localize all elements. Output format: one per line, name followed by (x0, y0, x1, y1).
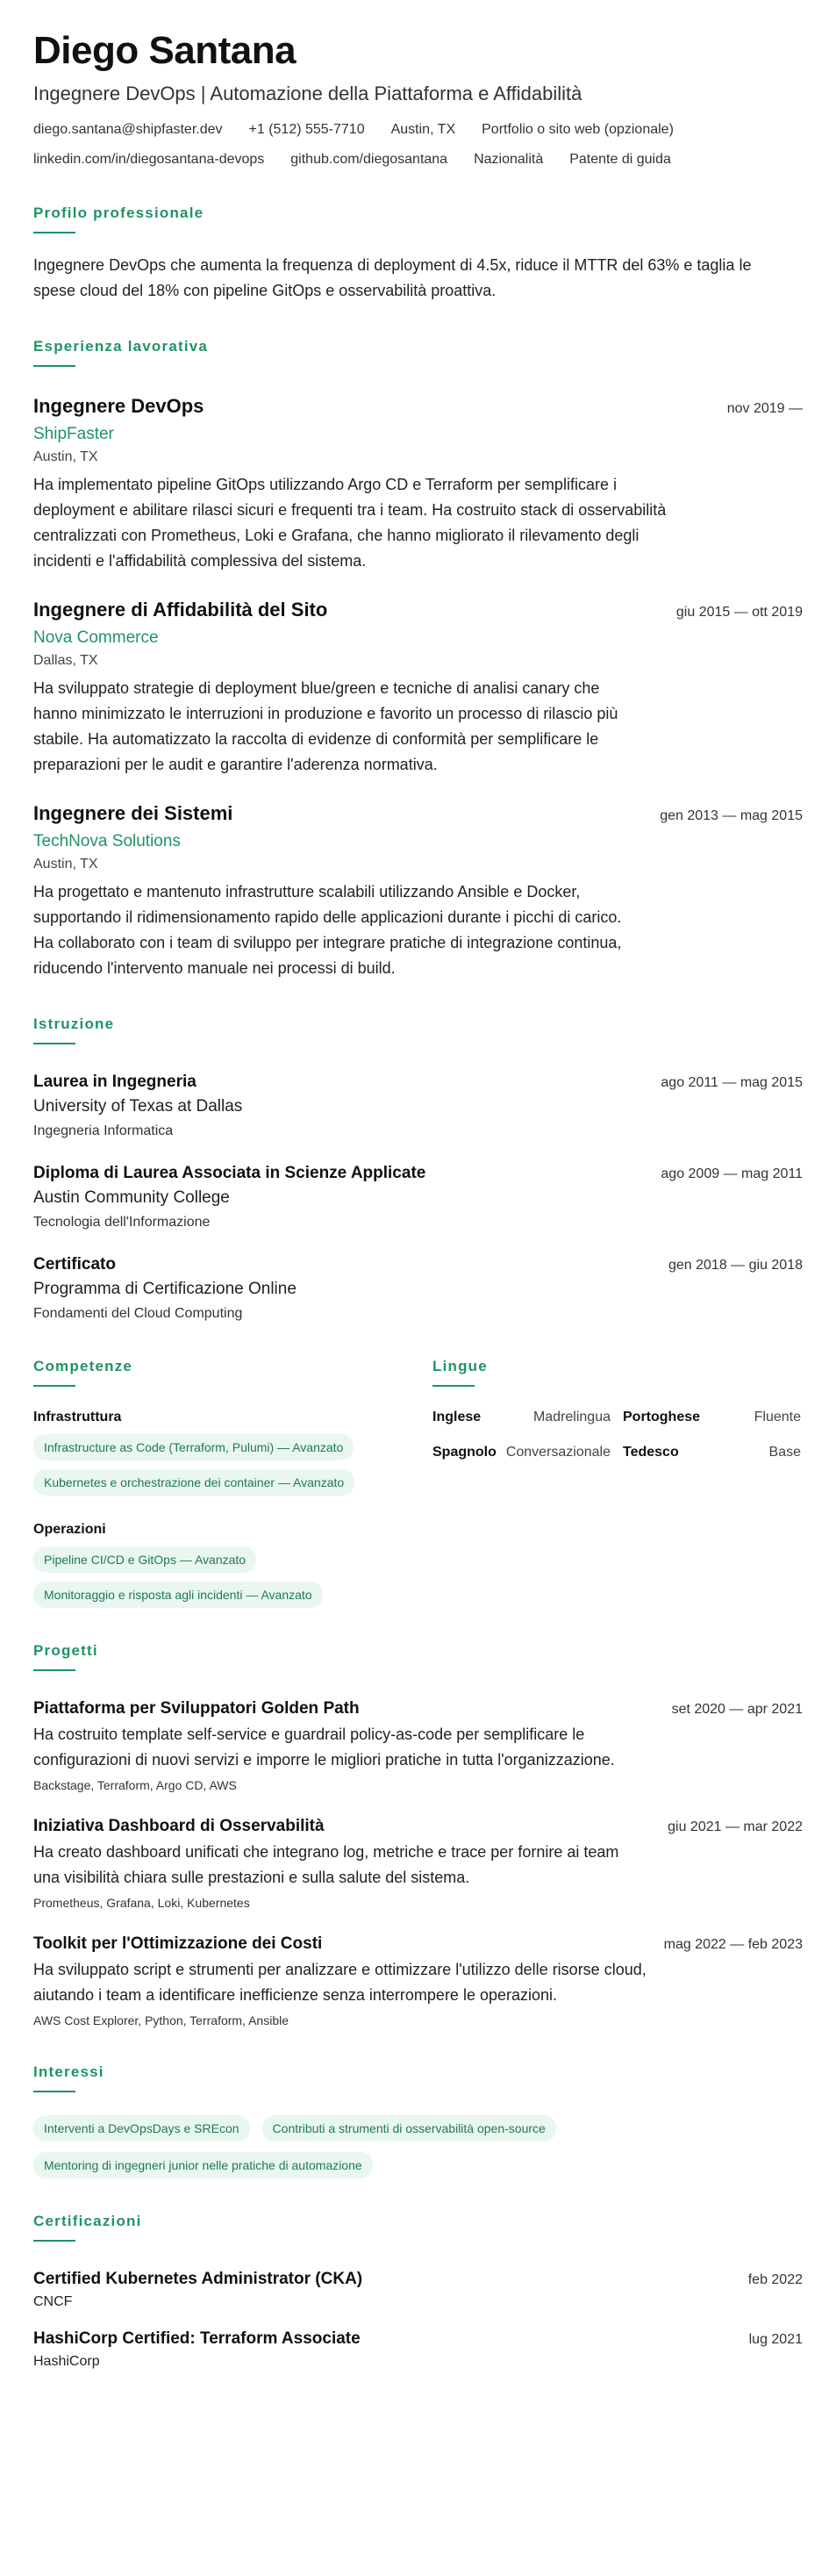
education-list (33, 1071, 803, 1324)
interest-chip: Mentoring di ingegneri junior nelle pratiche di automazione (33, 2152, 373, 2178)
skill-chip: Infrastructure as Code (Terraform, Pulumi) — Avanzato (33, 1434, 354, 1460)
cert-name: HashiCorp Certified: Terraform Associate (33, 2329, 361, 2348)
skills-section (33, 1357, 432, 1608)
section-divider (33, 365, 75, 367)
summary-text: Ingegnere DevOps che aumenta la frequenza di deployment di 4.5x, riduce il MTTR del 63% e taglia le spese cloud del 18% con pipeline GitOps e osservabilità proattiva. (33, 256, 752, 299)
section-title: Lingue (432, 1358, 488, 1374)
edu-degree: Certificato (33, 1255, 116, 1274)
edu-degree: Laurea in Ingegneria (33, 1073, 196, 1091)
language-level: Base (768, 1445, 801, 1460)
experience-item (33, 800, 803, 981)
edu-dates: ago 2009 — mag 2011 (661, 1166, 803, 1181)
experience-item (33, 393, 803, 574)
certifications-section (33, 2212, 803, 2371)
language-name: Portoghese (623, 1410, 701, 1424)
contact-location: Austin, TX (390, 122, 456, 137)
education-item (33, 1253, 803, 1324)
job-description: Ha progettato e mantenuto infrastrutture scalabili utilizzando Ansible e Docker, supportando il ridimensionamento rapido delle applicazioni durante i picchi di carico. Ha collaborato con i team di sviluppo per integrare pratiche di integrazione continua, riducendo l'intervento manuale nei processi di build. (33, 883, 622, 977)
edu-field: Fondamenti del Cloud Computing (33, 1306, 243, 1321)
experience-item (33, 597, 803, 778)
job-company: Nova Commerce (33, 628, 159, 647)
certification-list (33, 2268, 803, 2371)
language-level: Fluente (754, 1410, 801, 1424)
project-dates: giu 2021 — mar 2022 (668, 1819, 803, 1834)
language-item (432, 1443, 611, 1462)
project-title: Toolkit per l'Ottimizzazione dei Costi (33, 1934, 323, 1953)
interest-chip: Interventi a DevOpsDays e SREcon (33, 2115, 250, 2142)
contact-nationality: Nazionalità (474, 152, 544, 167)
language-name: Inglese (432, 1410, 482, 1424)
interest-chip-list (33, 2115, 665, 2178)
edu-field: Tecnologia dell'Informazione (33, 1215, 211, 1230)
language-name: Spagnolo (432, 1445, 497, 1460)
experience-section (33, 337, 803, 981)
section-title: Progetti (33, 1642, 98, 1659)
skill-chip: Monitoraggio e risposta agli incidenti — Avanzato (33, 1582, 323, 1608)
certification-item (33, 2328, 803, 2371)
edu-dates: gen 2018 — giu 2018 (668, 1258, 803, 1273)
certification-item (33, 2268, 803, 2312)
project-title: Piattaforma per Sviluppatori Golden Path (33, 1699, 360, 1718)
section-divider (432, 1385, 475, 1387)
job-location: Austin, TX (33, 449, 98, 464)
contact-github[interactable]: github.com/diegosantana (290, 152, 448, 167)
section-title: Interessi (33, 2063, 104, 2080)
language-item (623, 1408, 801, 1427)
edu-dates: ago 2011 — mag 2015 (661, 1075, 803, 1090)
project-title: Iniziativa Dashboard di Osservabilità (33, 1817, 325, 1835)
cert-issuer: HashiCorp (33, 2354, 100, 2369)
job-dates: giu 2015 — ott 2019 (675, 605, 803, 620)
education-item (33, 1162, 803, 1232)
cert-date: feb 2022 (747, 2272, 803, 2287)
interests-section (33, 2063, 803, 2178)
job-company: TechNova Solutions (33, 832, 181, 850)
skill-chip: Pipeline CI/CD e GitOps — Avanzato (33, 1546, 256, 1573)
project-item (33, 1933, 803, 2029)
cert-issuer: CNCF (33, 2294, 73, 2309)
job-description: Ha implementato pipeline GitOps utilizzando Argo CD e Terraform per semplificare i deployment e abilitare rilasci sicuri e frequenti tra i team. Ha costruito stack di osservabilità centralizzati con Prometheus, Loki e Grafana, che hanno migliorato il rilevamento degli incidenti e l'affidabilità complessiva del sistema. (33, 476, 667, 570)
experience-list (33, 393, 803, 981)
summary-section (33, 204, 803, 304)
job-description: Ha sviluppato strategie di deployment blue/green e tecniche di analisi canary che hanno minimizzato le interruzioni in produzione e favorito un processo di rilascio più stabile. Ha automatizzato la raccolta di evidenze di conformità per semplificare le preparazioni per le audit e garantire l'aderenza normativa. (33, 679, 618, 773)
project-description: Ha sviluppato script e strumenti per analizzare e ottimizzare l'utilizzo delle risorse cloud, aiutando i team a identificare inefficienze senza interrompere le operazioni. (33, 1961, 647, 2004)
job-dates: gen 2013 — mag 2015 (660, 808, 803, 823)
languages-section (432, 1357, 801, 1608)
project-list (33, 1697, 803, 2029)
candidate-headline: Ingegnere DevOps | Automazione della Piattaforma e Affidabilità (33, 83, 582, 104)
project-item (33, 1697, 803, 1794)
section-divider (33, 2240, 75, 2242)
skill-category: Infrastruttura (33, 1410, 122, 1424)
section-title: Certificazioni (33, 2213, 142, 2229)
project-dates: mag 2022 — feb 2023 (663, 1937, 803, 1952)
project-item (33, 1815, 803, 1912)
language-list (432, 1408, 801, 1462)
project-tech: AWS Cost Explorer, Python, Terraform, Ansible (33, 2013, 289, 2027)
cert-name: Certified Kubernetes Administrator (CKA) (33, 2270, 363, 2288)
project-description: Ha creato dashboard unificati che integrano log, metriche e trace per fornire ai team una visibilità chiara sulle prestazioni e sulla salute del sistema. (33, 1843, 619, 1886)
skills-languages-row (33, 1357, 803, 1608)
section-divider (33, 2091, 75, 2092)
language-item (432, 1408, 611, 1427)
language-name: Tedesco (623, 1445, 679, 1460)
section-divider (33, 1385, 75, 1387)
section-title: Competenze (33, 1358, 133, 1374)
contact-phone[interactable]: +1 (512) 555-7710 (248, 122, 365, 137)
job-dates: nov 2019 — (726, 401, 803, 416)
section-divider (33, 1043, 75, 1044)
language-level: Conversazionale (505, 1445, 611, 1460)
section-title: Profilo professionale (33, 205, 204, 221)
section-divider (33, 232, 75, 233)
project-description: Ha costruito template self-service e guardrail policy-as-code per semplificare le configurazioni di nuovi servizi e imporre le migliori pratiche in tutta l'organizzazione. (33, 1726, 615, 1769)
contact-portfolio[interactable]: Portfolio o sito web (opzionale) (482, 122, 674, 137)
edu-school: Austin Community College (33, 1188, 230, 1207)
section-title: Esperienza lavorativa (33, 338, 209, 355)
edu-field: Ingegneria Informatica (33, 1123, 174, 1138)
skill-chip-list (33, 1434, 432, 1496)
education-section (33, 1015, 803, 1324)
project-tech: Prometheus, Grafana, Loki, Kubernetes (33, 1896, 250, 1910)
job-title: Ingegnere DevOps (33, 395, 204, 417)
education-item (33, 1071, 803, 1141)
job-company: ShipFaster (33, 425, 114, 443)
section-title: Istruzione (33, 1015, 115, 1032)
project-tech: Backstage, Terraform, Argo CD, AWS (33, 1778, 237, 1792)
contact-linkedin[interactable]: linkedin.com/in/diegosantana-devops (33, 152, 265, 167)
contact-driving-license: Patente di guida (569, 152, 671, 167)
contact-email[interactable]: diego.santana@shipfaster.dev (33, 122, 223, 137)
job-title: Ingegnere dei Sistemi (33, 802, 233, 824)
job-location: Dallas, TX (33, 653, 98, 668)
edu-degree: Diploma di Laurea Associata in Scienze Applicate (33, 1164, 426, 1182)
cert-date: lug 2021 (748, 2332, 803, 2347)
job-title: Ingegnere di Affidabilità del Sito (33, 599, 328, 621)
skill-category: Operazioni (33, 1522, 106, 1537)
job-location: Austin, TX (33, 857, 98, 872)
resume-header (33, 26, 803, 170)
interest-chip: Contributi a strumenti di osservabilità open-source (262, 2115, 556, 2142)
project-dates: set 2020 — apr 2021 (671, 1702, 803, 1717)
section-divider (33, 1669, 75, 1671)
contact-list (33, 119, 788, 170)
projects-section (33, 1641, 803, 2029)
language-item (623, 1443, 801, 1462)
candidate-name: Diego Santana (33, 29, 297, 72)
language-level: Madrelingua (532, 1410, 611, 1424)
edu-school: University of Texas at Dallas (33, 1097, 243, 1116)
skill-chip: Kubernetes e orchestrazione dei container — Avanzato (33, 1469, 354, 1496)
edu-school: Programma di Certificazione Online (33, 1280, 297, 1298)
skill-chip-list (33, 1546, 432, 1608)
